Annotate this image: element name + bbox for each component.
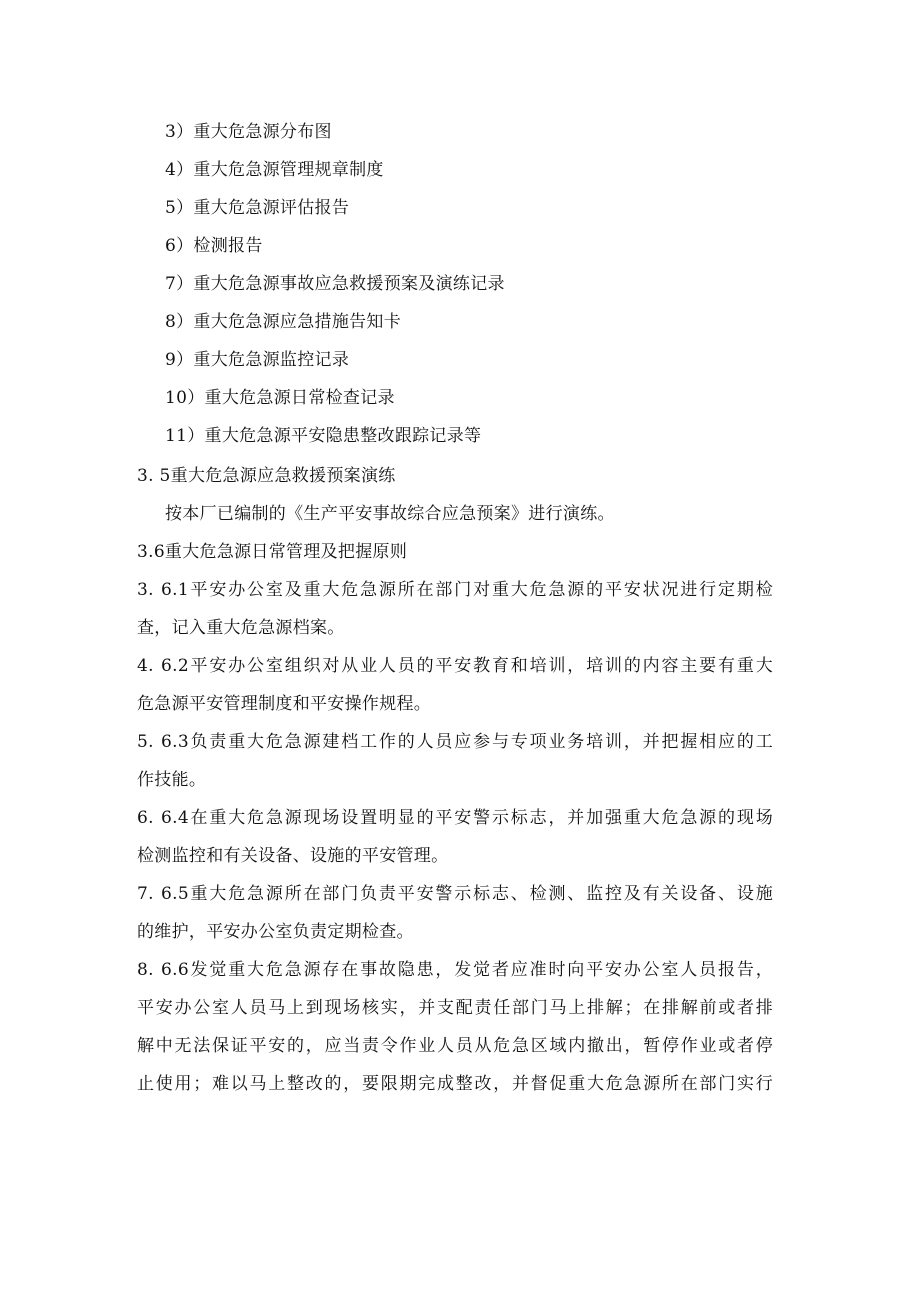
paragraph-line: 检测监控和有关设备、设施的平安管理。 [137,846,449,866]
paragraph-line: 止使用；难以马上整改的，要限期完成整改，并督促重大危急源所在部门实行 [137,1074,773,1094]
list-item: 8）重大危急源应急措施告知卡 [165,312,402,332]
paragraph-line: 的维护，平安办公室负责定期检查。 [137,922,414,942]
paragraph-line: 8. 6.6发觉重大危急源存在事故隐患，发觉者应准时向平安办公室人员报告， [137,960,773,980]
paragraph-line: 6. 6.4在重大危急源现场设置明显的平安警示标志，并加强重大危急源的现场 [137,808,773,828]
list-item: 5）重大危急源评估报告 [165,198,350,218]
paragraph-line: 5. 6.3负责重大危急源建档工作的人员应参与专项业务培训，并把握相应的工 [137,732,773,752]
section-heading: 3. 5重大危急源应急救援预案演练 [137,466,396,486]
paragraph-line: 解中无法保证平安的，应当责令作业人员从危急区域内撤出，暂停作业或者停 [137,1036,773,1056]
list-item: 4）重大危急源管理规章制度 [165,160,384,180]
paragraph-line: 3. 6.1平安办公室及重大危急源所在部门对重大危急源的平安状况进行定期检 [137,580,773,600]
section-heading: 3.6重大危急源日常管理及把握原则 [137,542,408,562]
list-item: 11）重大危急源平安隐患整改跟踪记录等 [165,426,482,446]
list-item: 10）重大危急源日常检查记录 [165,388,395,408]
list-item: 7）重大危急源事故应急救援预案及演练记录 [165,274,505,294]
paragraph-line: 4. 6.2平安办公室组织对从业人员的平安教育和培训，培训的内容主要有重大 [137,656,773,676]
paragraph-line: 作技能。 [137,770,207,790]
paragraph: 按本厂已编制的《生产平安事故综合应急预案》进行演练。 [165,504,615,524]
list-item: 3）重大危急源分布图 [165,122,332,142]
paragraph-line: 危急源平安管理制度和平安操作规程。 [137,694,432,714]
paragraph-line: 平安办公室人员马上到现场核实，并支配责任部门马上排解；在排解前或者排 [137,998,773,1018]
paragraph-line: 7. 6.5重大危急源所在部门负责平安警示标志、检测、监控及有关设备、设施 [137,884,773,904]
list-item: 6）检测报告 [165,236,263,256]
list-item: 9）重大危急源监控记录 [165,350,350,370]
paragraph-line: 查，记入重大危急源档案。 [137,618,345,638]
